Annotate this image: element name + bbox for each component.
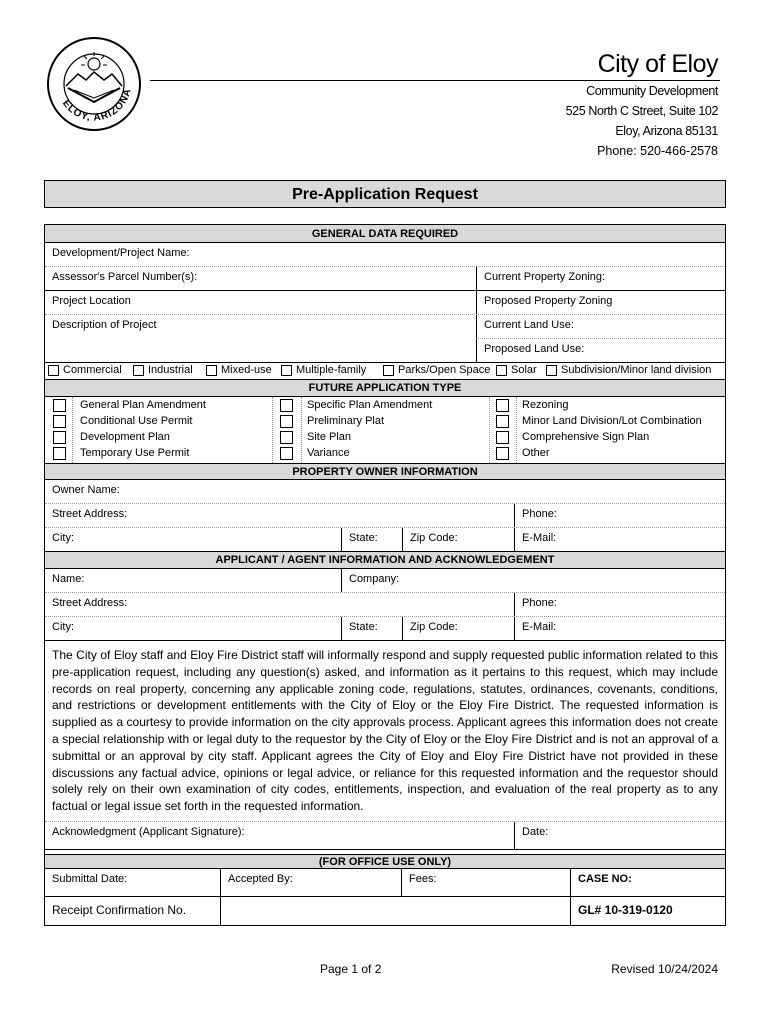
location-row: [45, 291, 725, 315]
owner-name-field[interactable]: Owner Name:: [52, 484, 120, 496]
applicant-zip-field[interactable]: Zip Code:: [402, 617, 514, 640]
submittal-date-field[interactable]: Submittal Date:: [52, 873, 128, 885]
proposed-land-use-field[interactable]: Proposed Land Use:: [476, 339, 725, 363]
owner-heading: PROPERTY OWNER INFORMATION: [45, 464, 725, 480]
applicant-city-row: [45, 617, 725, 641]
svg-text:ELOY, ARIZONA: [60, 87, 134, 124]
office-row-2: [45, 897, 725, 925]
current-land-use-field[interactable]: Current Land Use:: [476, 315, 725, 339]
seal-text: ELOY, ARIZONA: [59, 86, 134, 124]
project-location-field[interactable]: Project Location: [52, 295, 131, 307]
applicant-signature-field[interactable]: Acknowledgment (Applicant Signature):: [52, 826, 245, 838]
signature-row: [45, 822, 725, 850]
applicant-state-field[interactable]: State:: [341, 617, 401, 640]
checkbox[interactable]: [280, 431, 293, 444]
future-application-heading: FUTURE APPLICATION TYPE: [45, 380, 725, 397]
applicant-street-row: [45, 593, 725, 617]
checkbox[interactable]: [496, 447, 509, 460]
owner-email-field[interactable]: E-Mail:: [514, 528, 725, 551]
office-use-heading: (FOR OFFICE USE ONLY): [45, 855, 725, 869]
project-name-field[interactable]: Development/Project Name:: [52, 247, 190, 259]
applicant-street-field[interactable]: Street Address:: [52, 597, 128, 609]
office-street: 525 North C Street, Suite 102: [565, 104, 718, 118]
header-rule: [150, 80, 720, 81]
application-type-label: Conditional Use Permit: [80, 415, 193, 427]
applicant-city-field[interactable]: City:: [52, 621, 74, 633]
form-title: Pre-Application Request: [44, 180, 726, 208]
application-type-label: Comprehensive Sign Plan: [522, 431, 650, 443]
gl-account-number: GL# 10-319-0120: [570, 897, 725, 925]
general-data-heading: GENERAL DATA REQUIRED: [45, 225, 725, 243]
application-type-label: Development Plan: [80, 431, 170, 443]
checkbox[interactable]: [280, 447, 293, 460]
checkbox[interactable]: [53, 431, 66, 444]
application-type-label: Minor Land Division/Lot Combination: [522, 415, 702, 427]
office-row-1: [45, 869, 725, 897]
checkbox[interactable]: [496, 431, 509, 444]
proposed-zoning-field[interactable]: Proposed Property Zoning: [476, 291, 725, 314]
application-form: [44, 224, 726, 926]
land-use-option[interactable]: Parks/Open Space: [383, 364, 490, 376]
checkbox[interactable]: [53, 447, 66, 460]
description-row: [45, 315, 725, 363]
receipt-confirmation-field[interactable]: Receipt Confirmation No.: [52, 903, 187, 917]
checkbox[interactable]: [496, 365, 507, 376]
signature-date-field[interactable]: Date:: [514, 822, 725, 849]
current-zoning-field[interactable]: Current Property Zoning:: [476, 267, 725, 290]
checkbox[interactable]: [281, 365, 292, 376]
acknowledgment-block: [45, 641, 725, 822]
land-use-option[interactable]: Mixed-use: [206, 364, 272, 376]
owner-street-field[interactable]: Street Address:: [52, 508, 128, 520]
checkbox[interactable]: [546, 365, 557, 376]
applicant-name-row: [45, 569, 725, 593]
applicant-phone-field[interactable]: Phone:: [514, 593, 725, 616]
acknowledgment-text: The City of Eloy staff and Eloy Fire District staff will informally respond and supply requested public information related to this pre-application request, including any question(s) asked, and information as it pertains to this request, which may include records on real property, concerning any applicable zoning code, regulations, statutes, ordinances, covenants, conditions, and restrictions or development entitlements with the City of Eloy or the Eloy Fire District. The requested information is supplied as a courtesy to provide information on the city approvals process. Applicant agrees this information does not create a special relationship with or legal duty to the requestor by the City of Eloy or the Eloy Fire District and is not an approval of a submittal or an approval by city staff. Applicant agrees the City of Eloy and Eloy Fire District have not provided in these discussions any factual advice, opinions or legal advice, or reliance for this requested information and the requestor should solely rely on their own examination of city codes, entitlements, inspection, and evaluation of the real property as to any factual or legal issue set forth in the requested information.: [52, 648, 718, 814]
receipt-number-field[interactable]: [220, 897, 570, 925]
office-city: Eloy, Arizona 85131: [615, 124, 718, 138]
city-title: City of Eloy: [597, 50, 718, 78]
office-phone: Phone: 520-466-2578: [597, 144, 718, 158]
land-use-type-row: [45, 363, 725, 380]
department-name: Community Development: [586, 84, 718, 98]
accepted-by-field[interactable]: Accepted By:: [220, 869, 401, 896]
checkbox[interactable]: [280, 415, 293, 428]
future-application-grid: [45, 397, 725, 464]
city-seal-logo: [46, 36, 142, 132]
application-type-label: Temporary Use Permit: [80, 447, 190, 459]
checkbox[interactable]: [496, 415, 509, 428]
owner-name-row: [45, 480, 725, 504]
checkbox[interactable]: [280, 399, 293, 412]
checkbox[interactable]: [383, 365, 394, 376]
owner-zip-field[interactable]: Zip Code:: [402, 528, 514, 551]
revision-date: Revised 10/24/2024: [611, 962, 718, 976]
project-description-field[interactable]: Description of Project: [52, 319, 157, 331]
checkbox[interactable]: [48, 365, 59, 376]
land-use-option[interactable]: Multiple-family: [281, 364, 366, 376]
land-use-option[interactable]: Industrial: [133, 364, 193, 376]
application-type-label: Specific Plan Amendment: [307, 399, 433, 411]
applicant-email-field[interactable]: E-Mail:: [514, 617, 725, 640]
land-use-option[interactable]: Subdivision/Minor land division: [546, 364, 711, 376]
land-use-option[interactable]: Commercial: [48, 364, 122, 376]
checkbox[interactable]: [206, 365, 217, 376]
checkbox[interactable]: [53, 399, 66, 412]
parcel-row: [45, 267, 725, 291]
checkbox[interactable]: [53, 415, 66, 428]
application-type-label: Variance: [307, 447, 350, 459]
applicant-name-field[interactable]: Name:: [52, 573, 85, 585]
owner-city-row: [45, 528, 725, 552]
application-type-label: Rezoning: [522, 399, 569, 411]
owner-city-field[interactable]: City:: [52, 532, 74, 544]
page-number: Page 1 of 2: [320, 962, 382, 976]
parcel-number-field[interactable]: Assessor's Parcel Number(s):: [52, 271, 198, 283]
land-use-option[interactable]: Solar: [496, 364, 537, 376]
application-type-label: General Plan Amendment: [80, 399, 206, 411]
application-type-label: Preliminary Plat: [307, 415, 385, 427]
owner-street-row: [45, 504, 725, 528]
applicant-company-field[interactable]: Company:: [341, 569, 725, 592]
case-number-field[interactable]: CASE NO:: [570, 869, 725, 896]
application-type-label: Site Plan: [307, 431, 352, 443]
project-name-row: [45, 243, 725, 267]
owner-phone-field[interactable]: Phone:: [514, 504, 725, 527]
fees-field[interactable]: Fees:: [401, 869, 570, 896]
checkbox[interactable]: [133, 365, 144, 376]
applicant-heading: APPLICANT / AGENT INFORMATION AND ACKNOWLEDGEMENT: [45, 552, 725, 569]
checkbox[interactable]: [496, 399, 509, 412]
application-type-label: Other: [522, 447, 550, 459]
owner-state-field[interactable]: State:: [341, 528, 401, 551]
